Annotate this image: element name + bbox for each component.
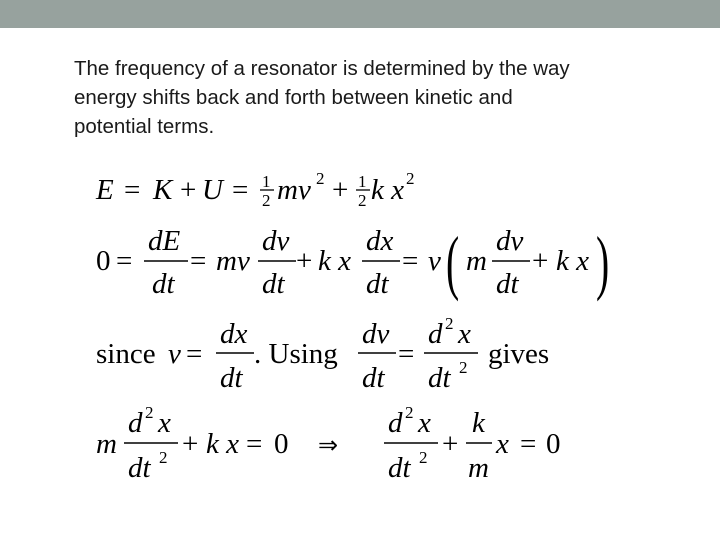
eq3-since: since [96,338,156,370]
eq3-dx: dx [220,318,248,350]
eq4-equals: = [246,428,263,460]
eq4-x-3: x [496,428,509,460]
eq3-x: x [458,318,471,350]
eq1-plus-2: + [332,174,349,206]
eq2-plus: + [296,245,313,277]
eq3-using: . Using [254,338,338,370]
eq3-dt2: dt [428,362,451,394]
intro-line-2: energy shifts back and forth between kinetic and [74,86,513,109]
eq2-plus-2: + [532,245,549,277]
eq2-equals-3: = [402,245,419,277]
eq3-gives: gives [488,338,550,370]
eq4-d-2: d [388,407,403,439]
eq4-zero: 0 [274,428,289,460]
eq2-dt-4: dt [496,268,519,300]
eq4-sup2-den-2: 2 [419,448,428,467]
eq4-zero-2: 0 [546,428,561,460]
eq1-equals: = [124,174,141,206]
eq4-plus-2: + [442,428,459,460]
intro-line-1: The frequency of a resonator is determined by the way [74,57,570,80]
eq1-U: U [202,174,223,206]
eq1-half-num: 1 [262,172,271,191]
eq2-dv: dv [262,225,290,257]
eq2-dv-2: dv [496,225,524,257]
eq4-kx: k x [206,428,239,460]
eq2-dt-1: dt [152,268,175,300]
eq1-mv: mv [277,174,311,206]
eq4-sup2: 2 [145,403,154,422]
eq2-dt-2: dt [262,268,285,300]
eq1-equals-2: = [232,174,249,206]
eq4-dt-2: dt [388,452,411,484]
equation-result [96,403,561,484]
eq2-paren-open: ( [446,221,460,303]
eq4-k: k [472,407,485,439]
eq4-dt: dt [128,452,151,484]
eq3-dt-2: dt [362,362,385,394]
eq2-paren-close: ) [596,221,610,303]
equation-derivative [96,222,609,303]
intro-line-3: potential terms. [74,115,215,138]
eq4-d: d [128,407,143,439]
eq1-kx: k x [371,174,404,206]
equation-substitution [96,314,549,394]
eq3-d: d [428,318,443,350]
eq2-dt-3: dt [366,268,389,300]
eq3-dt: dt [220,362,243,394]
eq3-sup2-den: 2 [459,358,468,377]
eq3-equals-2: = [398,338,415,370]
eq2-dE: dE [148,225,181,257]
eq4-plus: + [182,428,199,460]
eq1-half-den: 2 [262,191,271,210]
eq4-x: x [158,407,171,439]
eq2-zero: 0 [96,245,111,277]
eq4-equals-2: = [520,428,537,460]
eq3-equals: = [186,338,203,370]
implies-arrow-icon: ⇒ [318,433,339,459]
eq2-equals: = [116,245,133,277]
eq2-kx-2: k x [556,245,589,277]
eq3-sup2: 2 [445,314,454,333]
eq3-dv: dv [362,318,390,350]
eq1-K: K [153,174,173,206]
eq1-sq: 2 [316,169,325,188]
eq1-half-num-2: 1 [358,172,367,191]
eq2-kx: k x [318,245,351,277]
eq2-dx: dx [366,225,394,257]
eq4-m: m [96,428,117,460]
eq4-x-2: x [418,407,431,439]
eq1-plus: + [180,174,197,206]
eq3-v: v [168,338,181,370]
eq1-E: E [96,174,114,206]
eq1-sq-2: 2 [406,169,415,188]
eq1-half-den-2: 2 [358,191,367,210]
eq2-mv: mv [216,245,250,277]
eq2-equals-2: = [190,245,207,277]
eq2-v: v [428,245,441,277]
eq4-sup2-2: 2 [405,403,414,422]
eq4-m-2: m [468,452,489,484]
equation-energy [95,169,415,210]
eq2-m: m [466,245,487,277]
eq4-sup2-den: 2 [159,448,168,467]
